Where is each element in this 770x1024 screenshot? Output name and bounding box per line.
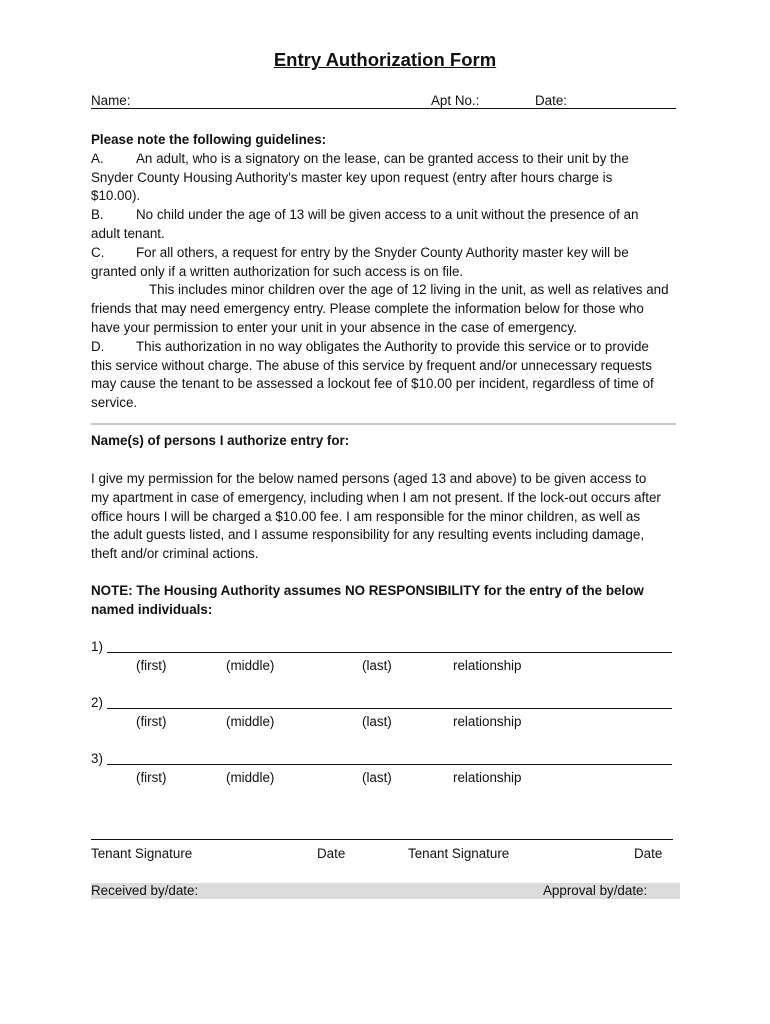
header-underline[interactable] <box>91 108 676 109</box>
guidelines-heading: Please note the following guidelines: <box>91 132 327 147</box>
person-number: 2) <box>91 695 103 710</box>
relationship-label: relationship <box>453 714 522 729</box>
guideline-c: C. For all others, a request for entry by the Snyder County Authority master key will be <box>91 244 629 260</box>
guideline-b: B. No child under the age of 13 will be given access to a unit without the presence of an <box>91 207 639 223</box>
tenant-signature-label-2: Tenant Signature <box>408 846 510 861</box>
relationship-label: relationship <box>453 658 522 673</box>
last-label: (last) <box>362 714 392 729</box>
authorize-heading: Name(s) of persons I authorize entry for: <box>91 433 350 448</box>
permission-line: the adult guests listed, and I assume responsibility for any resulting events including damage, <box>91 527 645 543</box>
guideline-d-cont: may cause the tenant to be assessed a lockout fee of $10.00 per incident, regardless of time of <box>91 376 654 392</box>
signature-date-label: Date <box>317 846 346 861</box>
permission-line: my apartment in case of emergency, including when I am not present. If the lock-out occurs after <box>91 489 661 505</box>
name-label: Name: <box>91 93 131 108</box>
person-name-field[interactable] <box>107 708 672 709</box>
note-block <box>91 582 681 620</box>
middle-label: (middle) <box>226 714 275 729</box>
guideline-b-cont: adult tenant. <box>91 225 165 241</box>
authorize-heading-block <box>91 432 681 451</box>
apt-label: Apt No.: <box>431 93 480 108</box>
guideline-c-sub: This includes minor children over the age of 12 living in the unit, as well as relatives and <box>149 282 669 298</box>
person-number: 3) <box>91 751 103 766</box>
middle-label: (middle) <box>226 770 275 785</box>
guideline-c-cont: granted only if a written authorization for such access is on file. <box>91 263 464 279</box>
note-line: NOTE: The Housing Authority assumes NO RESPONSIBILITY for the entry of the below <box>91 583 644 598</box>
form-title: Entry Authorization Form <box>273 49 497 70</box>
guideline-a: A. An adult, who is a signatory on the lease, can be granted access to their unit by the <box>91 150 629 166</box>
person-entry-1 <box>91 639 676 679</box>
middle-label: (middle) <box>226 658 275 673</box>
date-label: Date: <box>535 93 568 108</box>
permission-paragraph <box>91 470 681 564</box>
note-line: named individuals: <box>91 601 213 617</box>
permission-line: office hours I will be charged a $10.00 fee. I am responsible for the minor children, as well as <box>91 508 641 524</box>
last-label: (last) <box>362 770 392 785</box>
approval-by-label: Approval by/date: <box>543 883 648 898</box>
guideline-c-sub-cont: friends that may need emergency entry. Please complete the information below for those who <box>91 301 644 317</box>
guideline-a-cont: $10.00). <box>91 188 141 204</box>
received-by-label: Received by/date: <box>91 883 199 898</box>
signature-line[interactable] <box>91 839 673 840</box>
guideline-d-cont: this service without charge. The abuse of this service by frequent and/or unnecessary requests <box>91 357 652 373</box>
first-label: (first) <box>136 770 167 785</box>
person-entry-3 <box>91 751 676 791</box>
first-label: (first) <box>136 658 167 673</box>
guideline-c-sub-cont: have your permission to enter your unit in your absence in the case of emergency. <box>91 319 577 335</box>
person-name-field[interactable] <box>107 764 672 765</box>
guideline-a-cont: Snyder County Housing Authority's master key upon request (entry after hours charge is <box>91 169 613 185</box>
relationship-label: relationship <box>453 770 522 785</box>
first-label: (first) <box>136 714 167 729</box>
guidelines-section <box>91 131 681 413</box>
tenant-signature-label: Tenant Signature <box>91 846 193 861</box>
person-entry-2 <box>91 695 676 735</box>
person-number: 1) <box>91 639 103 654</box>
signature-date-label-2: Date <box>634 846 663 861</box>
guideline-d: D. This authorization in no way obligates the Authority to provide this service or to provide <box>91 338 649 354</box>
last-label: (last) <box>362 658 392 673</box>
person-name-field[interactable] <box>107 652 672 653</box>
guideline-d-cont: service. <box>91 395 138 411</box>
header-fields <box>91 93 676 111</box>
permission-line: I give my permission for the below named persons (aged 13 and above) to be given access to <box>91 471 647 486</box>
section-divider <box>91 423 676 425</box>
permission-line: theft and/or criminal actions. <box>91 546 259 562</box>
